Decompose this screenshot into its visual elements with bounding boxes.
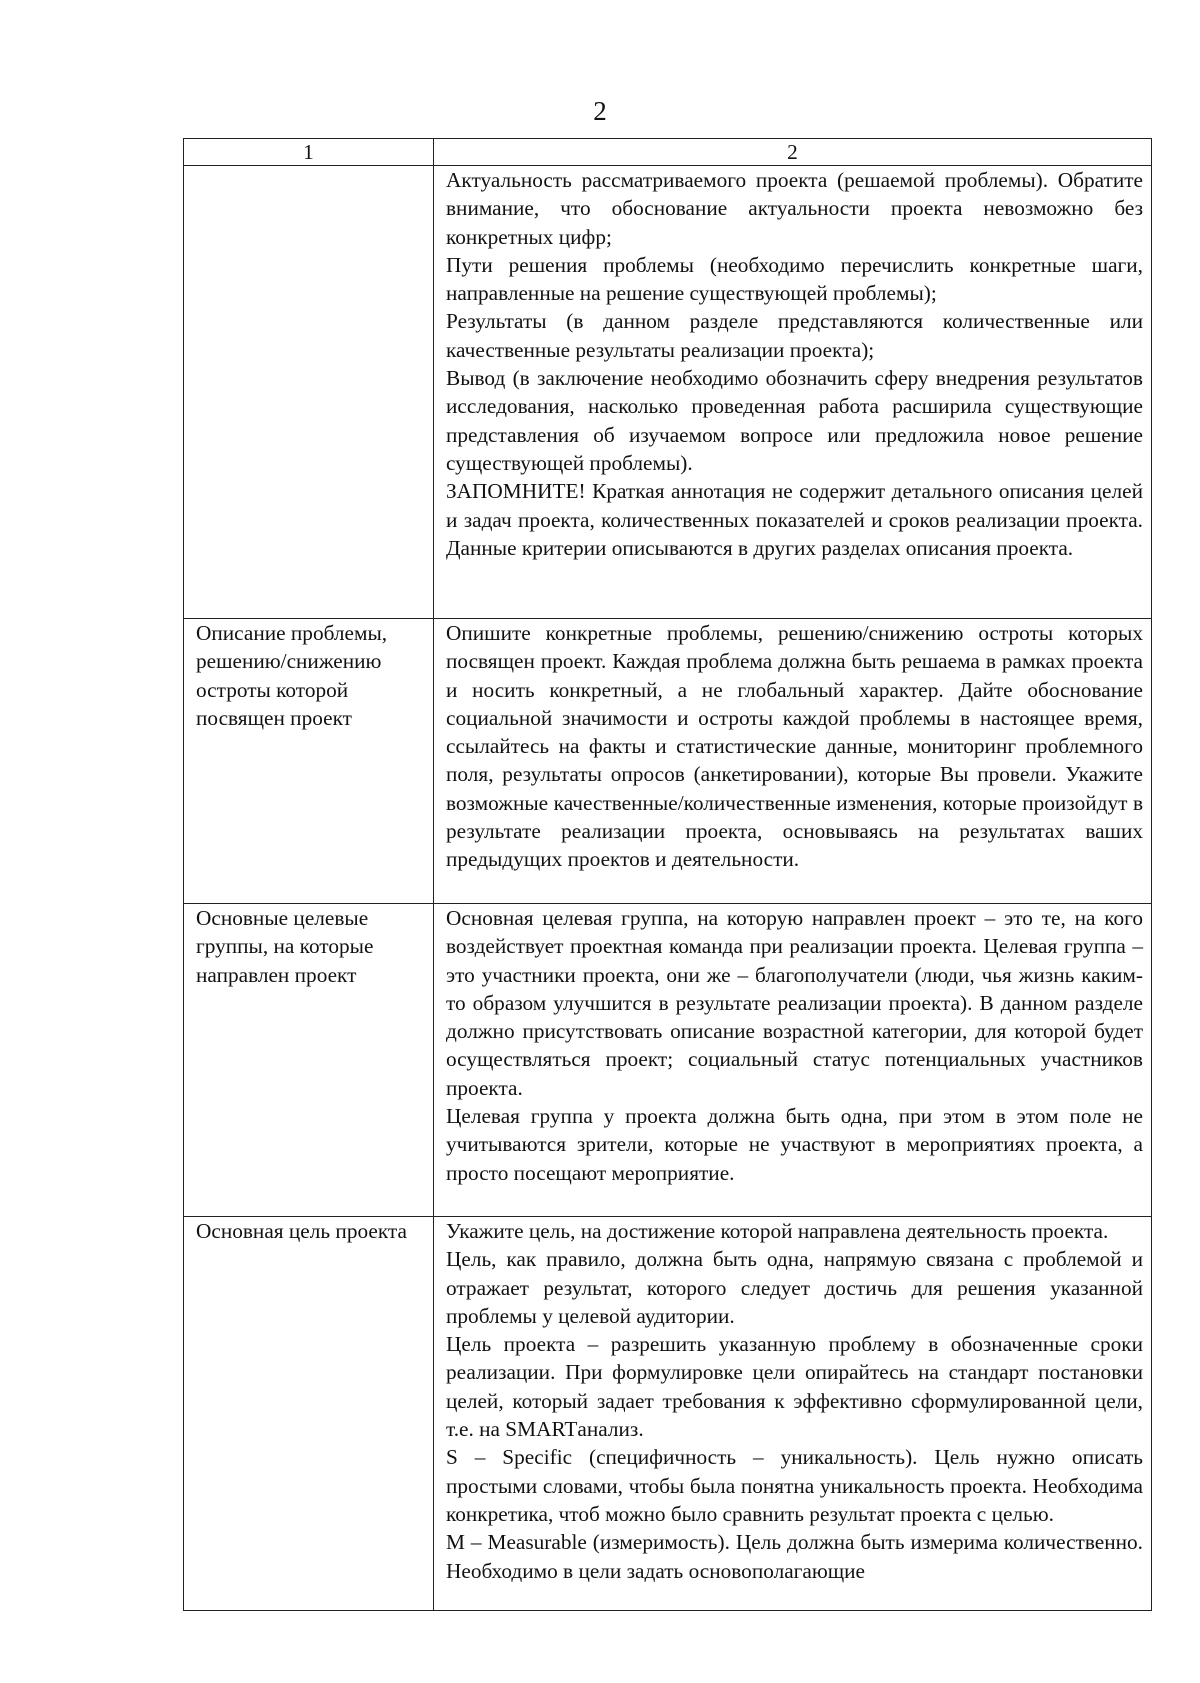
row-label: Основные целевые группы, на которые направлен проект: [184, 904, 434, 1217]
row-content: [434, 619, 1152, 904]
row-label: Основная цель проекта: [184, 1217, 434, 1611]
paragraph: Результаты (в данном разделе представляются количественные или качественные результаты реализации проекта);: [446, 309, 1143, 362]
row-content: [434, 1217, 1152, 1611]
paragraph: Целевая группа у проекта должна быть одна, при этом в этом поле не учитываются зрители, которые не участвуют в мероприятиях проекта, а просто посещают мероприятие.: [446, 1104, 1143, 1185]
row-content: [434, 904, 1152, 1217]
page-number: 2: [593, 96, 607, 126]
paragraph: Цель, как правило, должна быть одна, напрямую связана с проблемой и отражает результат, которого следует достичь для решения указанной проблемы у целевой аудитории.: [446, 1247, 1143, 1328]
paragraph: Пути решения проблемы (необходимо перечислить конкретные шаги, направленные на решение существующей проблемы);: [446, 252, 1143, 306]
table-row-main-goal: [184, 1217, 1152, 1611]
table-row-target-groups: [184, 904, 1152, 1217]
table-header-row: [184, 139, 1152, 166]
paragraph: Вывод (в заключение необходимо обозначить сферу внедрения результатов исследования, насколько проведенная работа расширила существующие представления об изучаемом вопросе или предложила новое решение существующей проблемы).: [446, 366, 1143, 475]
paragraph: Основная целевая группа, на которую направлен проект – это те, на кого воздействует проектная команда при реализации проекта. Целевая группа – это участники проекта, они же – благополучатели (люди, чья жизнь каким-то образом улучшится в результате реализации проекта). В данном разделе должно присутствовать описание возрастной категории, для которой будет осуществляться проект; социальный статус потенциальных участников проекта.: [446, 906, 1143, 1100]
row-label: [184, 166, 434, 619]
paragraph: S – Specific (специфичность – уникальность). Цель нужно описать простыми словами, чтобы была понятна уникальность проекта. Необходима конкретика, чтоб можно было сравнить результат проекта с целью.: [446, 1445, 1143, 1526]
paragraph: M – Measurable (измеримость). Цель должна быть измерима количественно. Необходимо в цели задать основополагающие: [446, 1530, 1143, 1583]
paragraph: Цель проекта – разрешить указанную проблему в обозначенные сроки реализации. При формулировке цели опирайтесь на стандарт постановки целей, который задает требования к эффективно сформулированной цели, т.е. на SMARTанализ.: [446, 1332, 1143, 1442]
project-description-table: [183, 138, 1152, 1611]
row-content: [434, 166, 1152, 619]
paragraph: Опишите конкретные проблемы, решению/снижению остроты которых посвящен проект. Каждая проблема должна быть решаема в рамках проекта и носить конкретный, а не глобальный характер. Дайте обоснование социальной значимости и остроты каждой проблемы в настоящее время, ссылайтесь на факты и статистические данные, мониторинг проблемного поля, результаты опросов (анкетировании), которые Вы провели. Укажите возможные качественные/количественные изменения, которые произойдут в результате реализации проекта, основываясь на результатах ваших предыдущих проектов и деятельности.: [446, 621, 1143, 872]
paragraph: Укажите цель, на достижение которой направлена деятельность проекта.: [446, 1219, 1109, 1243]
paragraph: ЗАПОМНИТЕ! Краткая аннотация не содержит детального описания целей и задач проекта, количественных показателей и сроков реализации проекта. Данные критерии описываются в других разделах описания проекта.: [446, 479, 1143, 560]
table-row-problem-description: [184, 619, 1152, 904]
row-label: Описание проблемы, решению/снижению остроты которой посвящен проект: [184, 619, 434, 904]
column-header-2: 2: [434, 139, 1152, 166]
table-row-annotation-continued: [184, 166, 1152, 619]
column-header-1: 1: [184, 139, 434, 166]
paragraph: Актуальность рассматриваемого проекта (решаемой проблемы). Обратите внимание, что обоснование актуальности проекта невозможно без конкретных цифр;: [446, 168, 1143, 249]
